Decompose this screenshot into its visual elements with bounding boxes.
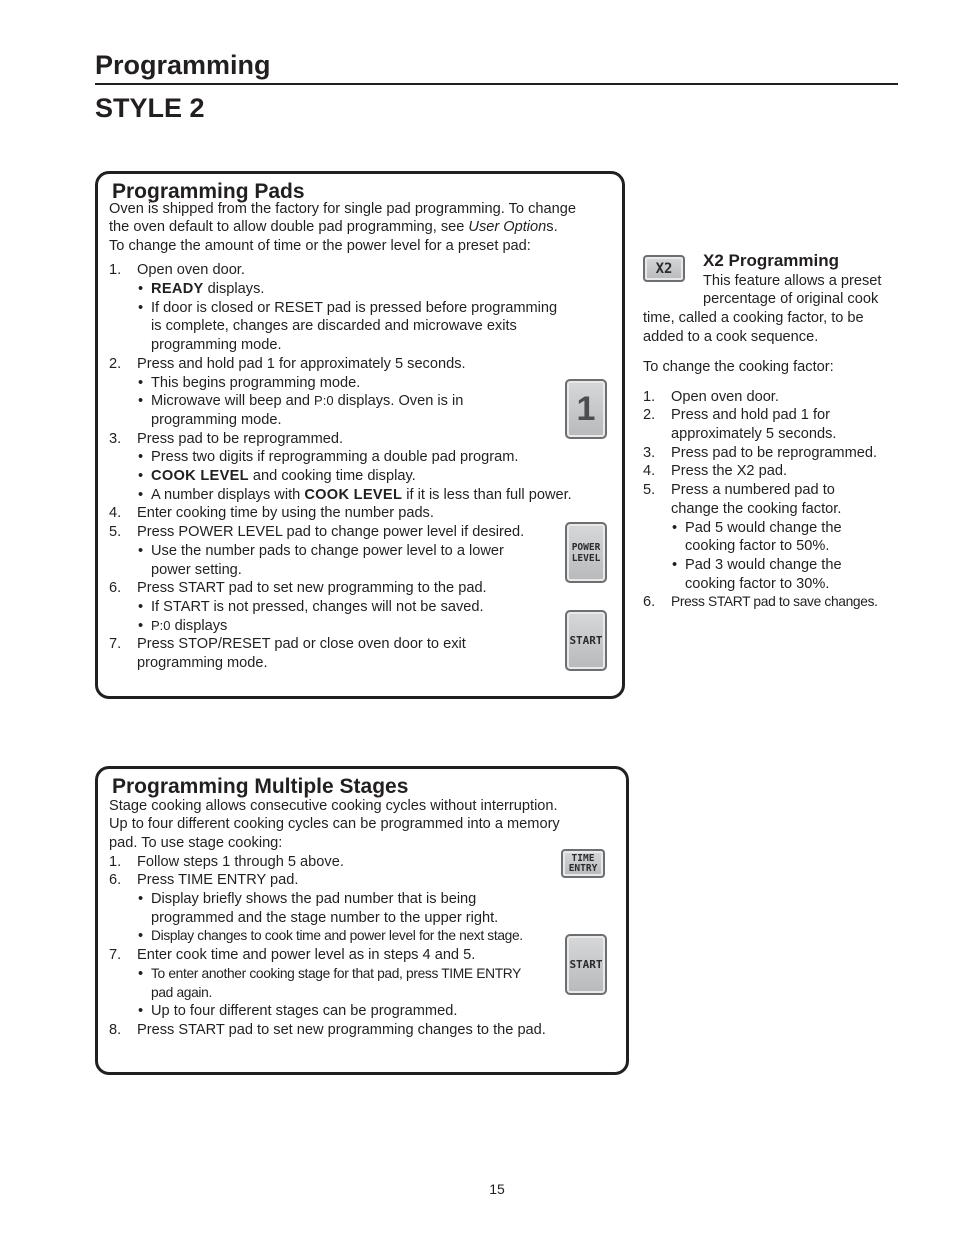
- x2-desc: time, called a cooking factor, to be: [643, 310, 864, 326]
- bullet: •: [138, 300, 144, 316]
- step-text: Press TIME ENTRY pad.: [137, 872, 299, 888]
- x2-step-text: Pad 3 would change the: [685, 557, 842, 573]
- step-text: A number displays with COOK LEVEL if it is less than full power.: [151, 487, 572, 503]
- step-text: Press START pad to set new programming to the pad.: [137, 580, 487, 596]
- step-text: Up to four different stages can be programmed.: [151, 1003, 458, 1019]
- x2-title: X2 Programming: [703, 251, 840, 270]
- step-text: READY displays.: [151, 281, 265, 297]
- step-number: 3.: [109, 431, 122, 447]
- step-text: Press STOP/RESET pad or close oven door to exit: [137, 636, 466, 652]
- bullet: •: [138, 468, 144, 484]
- step-text: This begins programming mode.: [151, 375, 361, 391]
- bullet: •: [672, 520, 678, 536]
- step-text: Open oven door.: [137, 262, 245, 278]
- bullet: •: [138, 393, 144, 409]
- step-number: 4.: [643, 463, 656, 479]
- bullet: •: [138, 543, 144, 559]
- step-number: 1.: [109, 854, 122, 870]
- step-text: pad again.: [151, 985, 212, 1000]
- step-number: 2.: [109, 356, 122, 372]
- bullet: •: [138, 375, 144, 391]
- step-text: If door is closed or RESET pad is pressed before programming: [151, 300, 558, 316]
- intro-line: Oven is shipped from the factory for single pad programming. To change: [109, 201, 576, 217]
- x2-step-text: Press the X2 pad.: [671, 463, 788, 479]
- step-number: 8.: [109, 1022, 122, 1038]
- step-text: To enter another cooking stage for that pad, press TIME ENTRY: [151, 966, 522, 981]
- page-subtitle: STYLE 2: [95, 93, 205, 123]
- step-text: programming mode.: [151, 412, 282, 428]
- step-text: programmed and the stage number to the upper right.: [151, 910, 499, 926]
- step-text: Enter cook time and power level as in steps 4 and 5.: [137, 947, 476, 963]
- bullet: •: [138, 449, 144, 465]
- x2-desc: percentage of original cook: [703, 291, 879, 307]
- step-text: is complete, changes are discarded and microwave exits: [151, 318, 517, 334]
- x2-step-text: Open oven door.: [671, 389, 779, 405]
- step-number: 1.: [643, 389, 656, 405]
- x2-lead: To change the cooking factor:: [643, 359, 834, 375]
- time-entry-key: TIME ENTRY: [561, 849, 605, 878]
- step-text: Press and hold pad 1 for approximately 5 seconds.: [137, 356, 466, 372]
- step-number: 2.: [643, 407, 656, 423]
- intro-line: To change the amount of time or the power level for a preset pad:: [109, 238, 531, 254]
- x2-step-text: change the cooking factor.: [671, 501, 842, 517]
- step-number: 6.: [109, 580, 122, 596]
- step-text: If START is not pressed, changes will not be saved.: [151, 599, 484, 615]
- step-number: 6.: [643, 594, 656, 610]
- bullet: •: [138, 928, 144, 944]
- bullet: •: [138, 487, 144, 503]
- bullet: •: [138, 1003, 144, 1019]
- step-number: 7.: [109, 947, 122, 963]
- intro-line: Stage cooking allows consecutive cooking cycles without interruption.: [109, 798, 558, 814]
- box-title: Programming Multiple Stages: [112, 775, 409, 798]
- step-number: 3.: [643, 445, 656, 461]
- step-text: Display briefly shows the pad number that is being: [151, 891, 477, 907]
- step-number: 7.: [109, 636, 122, 652]
- step-text: programming mode.: [137, 655, 268, 671]
- step-text: Follow steps 1 through 5 above.: [137, 854, 344, 870]
- x2-desc: This feature allows a preset: [703, 273, 882, 289]
- step-text: Display changes to cook time and power level for the next stage.: [151, 928, 523, 943]
- step-text: Press START pad to set new programming changes to the pad.: [137, 1022, 546, 1038]
- bullet: •: [672, 557, 678, 573]
- step-text: Use the number pads to change power level to a lower: [151, 543, 504, 559]
- bullet: •: [138, 599, 144, 615]
- step-number: 4.: [109, 505, 122, 521]
- x2-desc: added to a cook sequence.: [643, 329, 819, 345]
- bullet: •: [138, 891, 144, 907]
- step-text: Press POWER LEVEL pad to change power level if desired.: [137, 524, 525, 540]
- page-title: Programming: [95, 50, 271, 80]
- step-number: 6.: [109, 872, 122, 888]
- bullet: •: [138, 618, 144, 634]
- bullet: •: [138, 966, 144, 982]
- step-number: 5.: [109, 524, 122, 540]
- intro-line: the oven default to allow double pad programming, see User Options.: [109, 219, 558, 235]
- power-level-key: POWER LEVEL: [565, 522, 607, 583]
- step-text: power setting.: [151, 562, 242, 578]
- intro-line: pad. To use stage cooking:: [109, 835, 283, 851]
- step-text: Press two digits if reprogramming a double pad program.: [151, 449, 519, 465]
- step-number: 1.: [109, 262, 122, 278]
- step-number: 5.: [643, 482, 656, 498]
- x2-step-text: Press a numbered pad to: [671, 482, 835, 498]
- start-key: START: [565, 610, 607, 671]
- x2-step-text: Press pad to be reprogrammed.: [671, 445, 878, 461]
- x2-step-text: Press and hold pad 1 for: [671, 407, 831, 423]
- bullet: •: [138, 281, 144, 297]
- title-rule: [95, 83, 898, 85]
- step-text: Press pad to be reprogrammed.: [137, 431, 344, 447]
- step-text: Microwave will beep and P:0 displays. Oven is in: [151, 393, 464, 409]
- x2-step-text: approximately 5 seconds.: [671, 426, 837, 442]
- x2-step-text: Press START pad to save changes.: [671, 594, 878, 609]
- start-key: START: [565, 934, 607, 995]
- step-text: P:0 displays: [151, 618, 228, 634]
- x2-step-text: cooking factor to 50%.: [685, 538, 830, 554]
- box-title: Programming Pads: [112, 180, 305, 203]
- x2-key: X2: [643, 255, 685, 282]
- page-number: 15: [489, 1181, 505, 1197]
- intro-line: Up to four different cooking cycles can be programmed into a memory: [109, 816, 560, 832]
- step-text: COOK LEVEL and cooking time display.: [151, 468, 416, 484]
- pad-1-key: 1: [565, 379, 607, 439]
- step-text: Enter cooking time by using the number pads.: [137, 505, 434, 521]
- step-text: programming mode.: [151, 337, 282, 353]
- x2-step-text: cooking factor to 30%.: [685, 576, 830, 592]
- x2-step-text: Pad 5 would change the: [685, 520, 842, 536]
